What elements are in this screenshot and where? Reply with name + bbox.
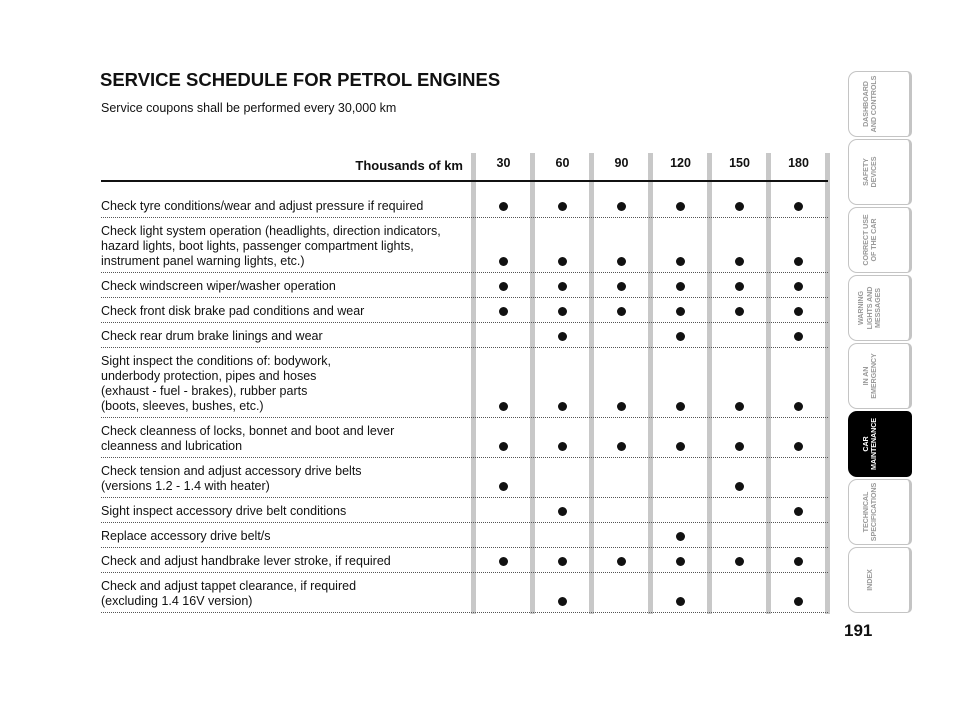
section-tab-line: SPECIFICATIONS bbox=[868, 482, 878, 541]
interval-cell-180 bbox=[769, 594, 828, 609]
interval-cell-150 bbox=[710, 439, 769, 454]
column-header-180-km: 180 bbox=[788, 156, 809, 170]
page-subtitle: Service coupons shall be performed every 30,000 km bbox=[101, 101, 397, 115]
table-row bbox=[101, 298, 828, 323]
task-line: Replace accessory drive belt/s bbox=[101, 529, 271, 543]
service-dot-icon bbox=[794, 202, 803, 211]
task-line: (excluding 1.4 16V version) bbox=[101, 594, 253, 608]
section-tab-line: EMERGENCY bbox=[868, 352, 878, 399]
interval-cell-30 bbox=[474, 479, 533, 494]
interval-cell-180 bbox=[769, 529, 828, 544]
interval-cell-90 bbox=[592, 439, 651, 454]
service-dot-icon bbox=[558, 557, 567, 566]
interval-cell-150 bbox=[710, 329, 769, 344]
section-tab-warning-lights-and-messages bbox=[848, 275, 912, 341]
section-tab-index bbox=[848, 547, 912, 613]
task-description bbox=[101, 529, 474, 544]
task-line: Check rear drum brake linings and wear bbox=[101, 329, 323, 343]
service-dot-icon bbox=[499, 202, 508, 211]
table-row bbox=[101, 218, 828, 273]
task-line: hazard lights, boot lights, passenger compartment lights, bbox=[101, 239, 414, 253]
section-tab-technical-specifications bbox=[848, 479, 912, 545]
service-dot-icon bbox=[735, 402, 744, 411]
service-dot-icon bbox=[499, 557, 508, 566]
task-description bbox=[101, 279, 474, 294]
section-tab-safety-devices bbox=[848, 139, 912, 205]
task-description bbox=[101, 199, 474, 214]
service-dot-icon bbox=[676, 557, 685, 566]
service-dot-icon bbox=[558, 257, 567, 266]
interval-cell-150 bbox=[710, 399, 769, 414]
service-dot-icon bbox=[558, 307, 567, 316]
page-title: SERVICE SCHEDULE FOR PETROL ENGINES bbox=[100, 69, 501, 90]
interval-cell-180 bbox=[769, 279, 828, 294]
task-description bbox=[101, 504, 474, 519]
service-dot-icon bbox=[558, 282, 567, 291]
page-number: 191 bbox=[844, 621, 873, 640]
service-dot-icon bbox=[617, 257, 626, 266]
header-label: Thousands of km bbox=[355, 158, 463, 173]
interval-cell-30 bbox=[474, 594, 533, 609]
service-dot-icon bbox=[794, 332, 803, 341]
section-tab-line: MAINTENANCE bbox=[868, 417, 878, 470]
section-tab-line: TECHNICAL bbox=[860, 491, 869, 532]
table-row bbox=[101, 548, 828, 573]
service-dot-icon bbox=[499, 442, 508, 451]
interval-cell-30 bbox=[474, 279, 533, 294]
interval-cell-90 bbox=[592, 594, 651, 609]
task-description bbox=[101, 464, 474, 494]
section-tab-line: DEVICES bbox=[868, 156, 878, 187]
service-dot-icon bbox=[617, 202, 626, 211]
task-description bbox=[101, 579, 474, 609]
service-dot-icon bbox=[676, 282, 685, 291]
section-tab-line: CAR bbox=[860, 435, 869, 452]
service-dot-icon bbox=[558, 402, 567, 411]
interval-cell-150 bbox=[710, 594, 769, 609]
service-dot-icon bbox=[735, 442, 744, 451]
interval-cell-30 bbox=[474, 529, 533, 544]
service-dot-icon bbox=[499, 257, 508, 266]
interval-cell-150 bbox=[710, 199, 769, 214]
service-dot-icon bbox=[735, 282, 744, 291]
interval-cell-150 bbox=[710, 554, 769, 569]
interval-cell-150 bbox=[710, 529, 769, 544]
interval-cell-30 bbox=[474, 554, 533, 569]
interval-cell-90 bbox=[592, 399, 651, 414]
interval-cell-90 bbox=[592, 329, 651, 344]
service-dot-icon bbox=[794, 307, 803, 316]
interval-cell-180 bbox=[769, 504, 828, 519]
interval-cell-60 bbox=[533, 554, 592, 569]
table-row bbox=[101, 498, 828, 523]
table-row bbox=[101, 193, 828, 218]
interval-cell-150 bbox=[710, 479, 769, 494]
task-line: Check and adjust tappet clearance, if required bbox=[101, 579, 357, 593]
interval-cell-120 bbox=[651, 479, 710, 494]
interval-cell-120 bbox=[651, 279, 710, 294]
service-dot-icon bbox=[735, 482, 744, 491]
task-line: Check tyre conditions/wear and adjust pressure if required bbox=[101, 199, 424, 213]
service-dot-icon bbox=[735, 557, 744, 566]
service-dot-icon bbox=[794, 402, 803, 411]
service-dot-icon bbox=[676, 332, 685, 341]
interval-cell-60 bbox=[533, 279, 592, 294]
interval-cell-120 bbox=[651, 399, 710, 414]
section-tab-line: OF THE CAR bbox=[868, 218, 878, 261]
interval-cell-90 bbox=[592, 504, 651, 519]
table-row bbox=[101, 348, 828, 418]
service-dot-icon bbox=[558, 202, 567, 211]
interval-cell-150 bbox=[710, 504, 769, 519]
task-line: Sight inspect the conditions of: bodywork, bbox=[101, 354, 331, 368]
table-row bbox=[101, 523, 828, 548]
section-tab-line: IN AN bbox=[860, 366, 869, 385]
interval-cell-180 bbox=[769, 254, 828, 269]
interval-cell-60 bbox=[533, 529, 592, 544]
section-tab-line: SAFETY bbox=[860, 157, 869, 186]
service-dot-icon bbox=[617, 307, 626, 316]
column-header-30-km: 30 bbox=[496, 156, 511, 170]
task-line: cleanness and lubrication bbox=[101, 439, 243, 453]
table-row bbox=[101, 273, 828, 298]
interval-cell-90 bbox=[592, 554, 651, 569]
interval-cell-90 bbox=[592, 479, 651, 494]
task-description bbox=[101, 224, 474, 269]
section-tab-line: AND CONTROLS bbox=[868, 75, 878, 132]
task-line: (versions 1.2 - 1.4 with heater) bbox=[101, 479, 270, 493]
task-line: Check and adjust handbrake lever stroke, if required bbox=[101, 554, 391, 568]
interval-cell-30 bbox=[474, 329, 533, 344]
service-dot-icon bbox=[676, 402, 685, 411]
interval-cell-120 bbox=[651, 504, 710, 519]
section-tab-line: INDEX bbox=[864, 568, 874, 591]
interval-cell-150 bbox=[710, 254, 769, 269]
interval-cell-180 bbox=[769, 304, 828, 319]
service-dot-icon bbox=[676, 532, 685, 541]
service-dot-icon bbox=[676, 202, 685, 211]
service-dot-icon bbox=[558, 507, 567, 516]
task-description bbox=[101, 424, 474, 454]
section-tab-dashboard-and-controls bbox=[848, 71, 912, 137]
interval-cell-90 bbox=[592, 199, 651, 214]
table-row bbox=[101, 458, 828, 498]
interval-cell-30 bbox=[474, 199, 533, 214]
interval-cell-30 bbox=[474, 439, 533, 454]
service-dot-icon bbox=[794, 557, 803, 566]
interval-cell-150 bbox=[710, 279, 769, 294]
section-tab-line: WARNING bbox=[855, 290, 865, 325]
service-dot-icon bbox=[794, 507, 803, 516]
service-dot-icon bbox=[676, 307, 685, 316]
interval-cell-30 bbox=[474, 504, 533, 519]
section-tab-car-maintenance bbox=[848, 411, 912, 477]
schedule-body bbox=[101, 193, 828, 613]
interval-cell-30 bbox=[474, 399, 533, 414]
section-tab-label bbox=[848, 209, 892, 271]
task-line: Check windscreen wiper/washer operation bbox=[101, 279, 336, 293]
task-line: Sight inspect accessory drive belt conditions bbox=[101, 504, 347, 518]
section-tab-label bbox=[848, 481, 892, 543]
service-dot-icon bbox=[794, 282, 803, 291]
interval-cell-30 bbox=[474, 254, 533, 269]
service-dot-icon bbox=[735, 307, 744, 316]
interval-cell-120 bbox=[651, 554, 710, 569]
table-row bbox=[101, 323, 828, 348]
interval-cell-30 bbox=[474, 304, 533, 319]
service-dot-icon bbox=[676, 597, 685, 606]
section-tab-label bbox=[848, 413, 892, 475]
interval-cell-60 bbox=[533, 479, 592, 494]
interval-cell-180 bbox=[769, 479, 828, 494]
interval-cell-180 bbox=[769, 554, 828, 569]
table-row bbox=[101, 573, 828, 613]
task-description bbox=[101, 554, 474, 569]
service-dot-icon bbox=[558, 597, 567, 606]
section-tab-correct-use-of-the-car bbox=[848, 207, 912, 273]
task-line: Check tension and adjust accessory drive belts bbox=[101, 464, 362, 478]
interval-cell-180 bbox=[769, 199, 828, 214]
schedule-header bbox=[101, 154, 828, 180]
interval-cell-120 bbox=[651, 439, 710, 454]
task-line: Check front disk brake pad conditions and wear bbox=[101, 304, 365, 318]
column-header-150-km: 150 bbox=[729, 156, 750, 170]
section-tab-label bbox=[848, 141, 892, 203]
service-dot-icon bbox=[794, 257, 803, 266]
interval-cell-180 bbox=[769, 439, 828, 454]
interval-cell-60 bbox=[533, 399, 592, 414]
interval-cell-180 bbox=[769, 329, 828, 344]
service-dot-icon bbox=[558, 442, 567, 451]
interval-cell-150 bbox=[710, 304, 769, 319]
section-tab-label bbox=[848, 345, 892, 407]
service-dot-icon bbox=[499, 282, 508, 291]
interval-cell-60 bbox=[533, 304, 592, 319]
interval-cell-60 bbox=[533, 254, 592, 269]
section-tab-line: MESSAGES bbox=[872, 287, 882, 328]
section-tab-in-an-emergency bbox=[848, 343, 912, 409]
column-header-120-km: 120 bbox=[670, 156, 691, 170]
interval-cell-60 bbox=[533, 329, 592, 344]
interval-cell-60 bbox=[533, 594, 592, 609]
service-dot-icon bbox=[794, 442, 803, 451]
task-line: Check cleanness of locks, bonnet and boot and lever bbox=[101, 424, 395, 438]
column-header-90-km: 90 bbox=[614, 156, 629, 170]
service-dot-icon bbox=[735, 202, 744, 211]
interval-cell-90 bbox=[592, 529, 651, 544]
service-dot-icon bbox=[617, 282, 626, 291]
interval-cell-90 bbox=[592, 304, 651, 319]
interval-cell-180 bbox=[769, 399, 828, 414]
service-dot-icon bbox=[676, 442, 685, 451]
service-dot-icon bbox=[617, 442, 626, 451]
task-line: underbody protection, pipes and hoses bbox=[101, 369, 317, 383]
interval-cell-120 bbox=[651, 304, 710, 319]
interval-cell-60 bbox=[533, 199, 592, 214]
task-line: (exhaust - fuel - brakes), rubber parts bbox=[101, 384, 308, 398]
task-description bbox=[101, 329, 474, 344]
service-dot-icon bbox=[617, 557, 626, 566]
task-line: Check light system operation (headlights, direction indicators, bbox=[101, 224, 441, 238]
interval-cell-120 bbox=[651, 329, 710, 344]
service-dot-icon bbox=[499, 482, 508, 491]
section-tab-label bbox=[848, 73, 892, 135]
interval-cell-120 bbox=[651, 254, 710, 269]
interval-cell-60 bbox=[533, 504, 592, 519]
service-dot-icon bbox=[794, 597, 803, 606]
task-line: (boots, sleeves, bushes, etc.) bbox=[101, 399, 264, 413]
section-tab-line: CORRECT USE bbox=[860, 213, 869, 266]
task-description bbox=[101, 354, 474, 414]
service-dot-icon bbox=[617, 402, 626, 411]
service-dot-icon bbox=[499, 307, 508, 316]
service-dot-icon bbox=[735, 257, 744, 266]
interval-cell-60 bbox=[533, 439, 592, 454]
service-dot-icon bbox=[558, 332, 567, 341]
interval-cell-120 bbox=[651, 594, 710, 609]
table-row bbox=[101, 418, 828, 458]
header-rule bbox=[101, 180, 828, 182]
service-dot-icon bbox=[499, 402, 508, 411]
task-description bbox=[101, 304, 474, 319]
interval-cell-90 bbox=[592, 254, 651, 269]
section-tab-line: DASHBOARD bbox=[860, 80, 869, 127]
section-tab-label bbox=[848, 277, 892, 339]
section-tab-line: LIGHTS AND bbox=[864, 286, 874, 329]
task-line: instrument panel warning lights, etc.) bbox=[101, 254, 305, 268]
service-dot-icon bbox=[676, 257, 685, 266]
interval-cell-120 bbox=[651, 199, 710, 214]
section-tab-label bbox=[848, 549, 892, 611]
column-header-60-km: 60 bbox=[555, 156, 570, 170]
interval-cell-120 bbox=[651, 529, 710, 544]
interval-cell-90 bbox=[592, 279, 651, 294]
